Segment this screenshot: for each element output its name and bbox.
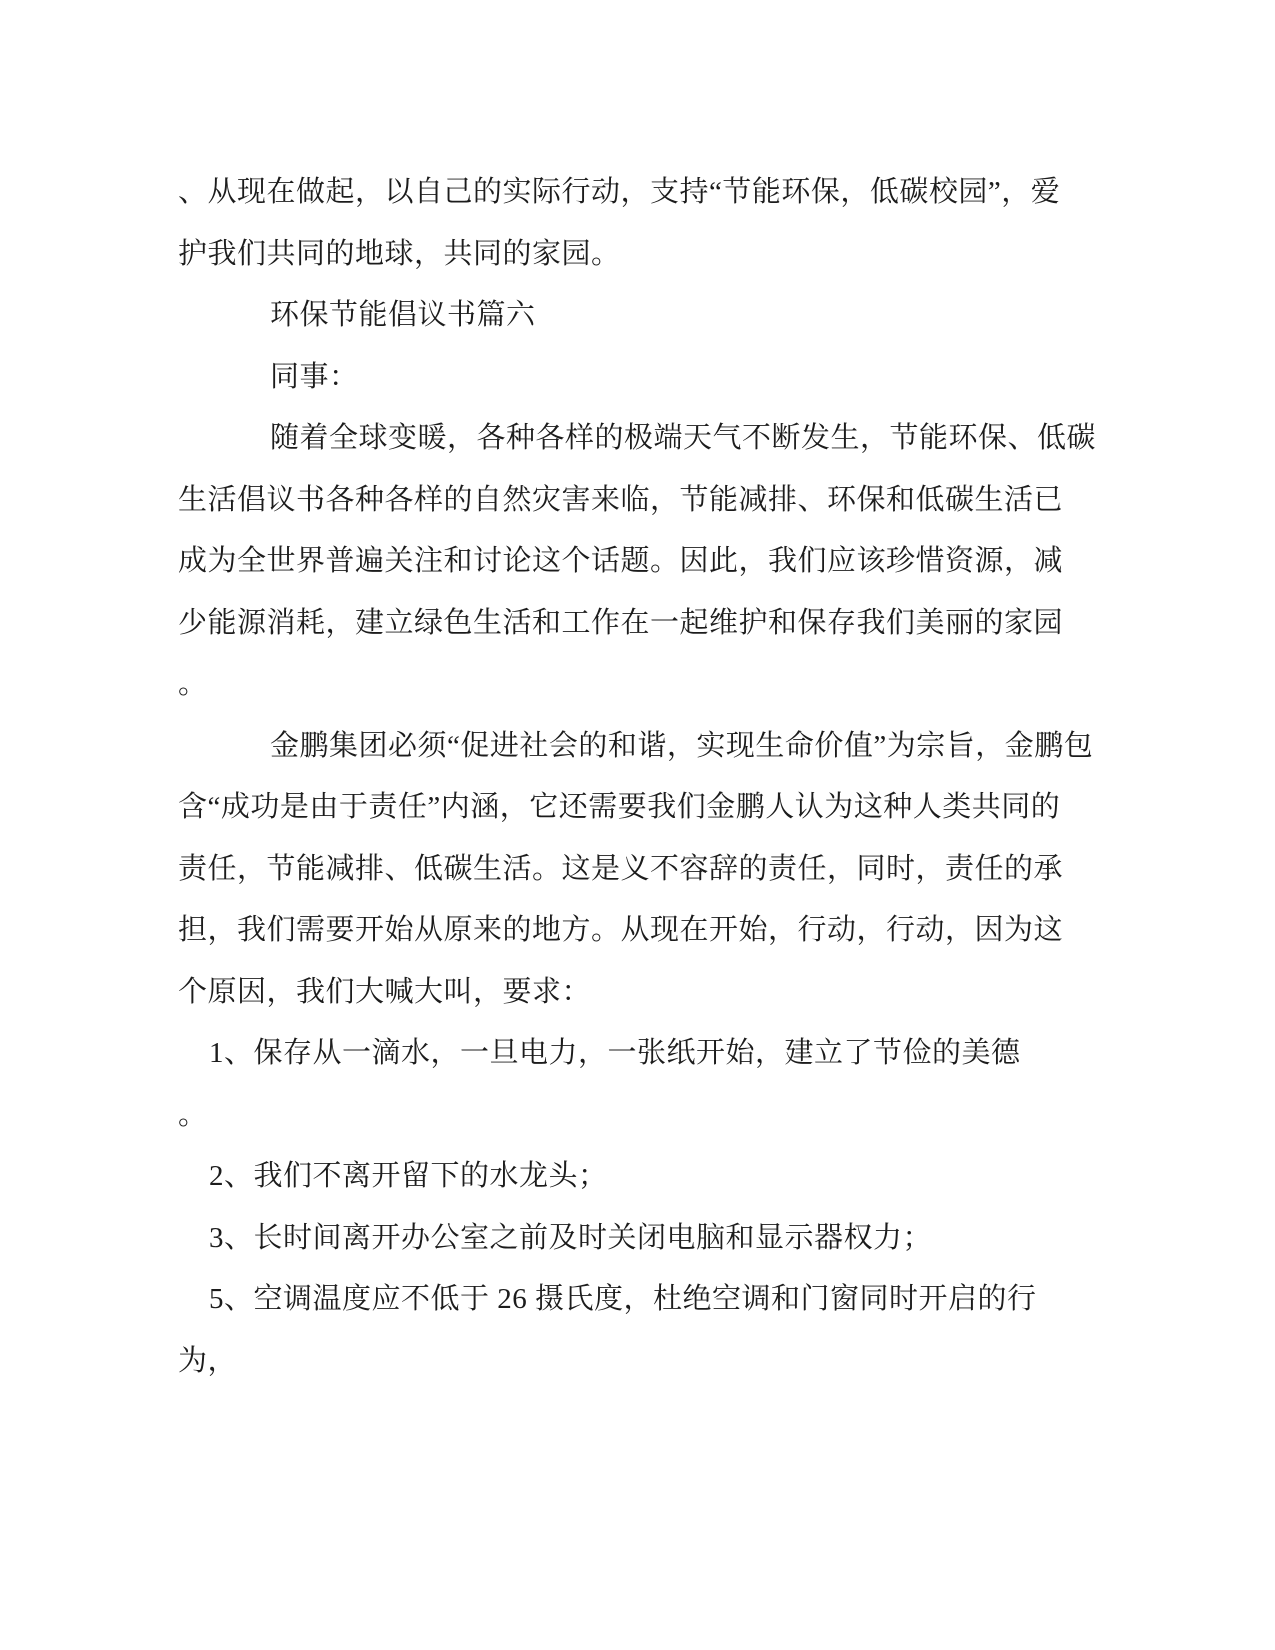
text-line: 含“成功是由于责任”内涵，它还需要我们金鹏人认为这种人类共同的 bbox=[178, 791, 1061, 823]
section-title: 环保节能倡议书篇六 bbox=[270, 299, 536, 331]
list-item-3: 3、长时间离开办公室之前及时关闭电脑和显示器权力； bbox=[209, 1221, 933, 1254]
document-body bbox=[178, 162, 1098, 1392]
list-item-5: 5、空调温度应不低于 26 摄氏度，杜绝空调和门窗同时开启的行 bbox=[209, 1283, 1037, 1315]
text-line: 金鹏集团必须“促进社会的和谐，实现生命价值”为宗旨，金鹏包 bbox=[270, 729, 1094, 762]
text-line: 为， bbox=[178, 1344, 238, 1377]
text-line: 责任，节能减排、低碳生活。这是义不容辞的责任，同时，责任的承 bbox=[178, 852, 1064, 885]
text-line: 。 bbox=[178, 668, 208, 700]
text-line: 。 bbox=[178, 1098, 208, 1131]
text-line: 少能源消耗，建立绿色生活和工作在一起维护和保存我们美丽的家园 bbox=[178, 606, 1064, 639]
text-line: 生活倡议书各种各样的自然灾害来临，节能减排、环保和低碳生活已 bbox=[178, 483, 1064, 516]
text-line: 个原因，我们大喊大叫，要求： bbox=[178, 975, 592, 1008]
list-item-1: 1、保存从一滴水，一旦电力，一张纸开始，建立了节俭的美德 bbox=[209, 1037, 1021, 1069]
text-line: 成为全世界普遍关注和讨论这个话题。因此，我们应该珍惜资源，减 bbox=[178, 545, 1064, 577]
text-line: 担，我们需要开始从原来的地方。从现在开始，行动，行动，因为这 bbox=[178, 914, 1064, 946]
salutation-line: 同事： bbox=[270, 360, 359, 393]
text-line: 随着全球变暖，各种各样的极端天气不断发生，节能环保、低碳 bbox=[270, 422, 1097, 454]
list-item-2: 2、我们不离开留下的水龙头； bbox=[209, 1160, 608, 1192]
text-line: 护我们共同的地球，共同的家园。 bbox=[178, 237, 621, 270]
text-line: 、从现在做起，以自己的实际行动，支持“节能环保，低碳校园”，爱 bbox=[178, 176, 1061, 208]
